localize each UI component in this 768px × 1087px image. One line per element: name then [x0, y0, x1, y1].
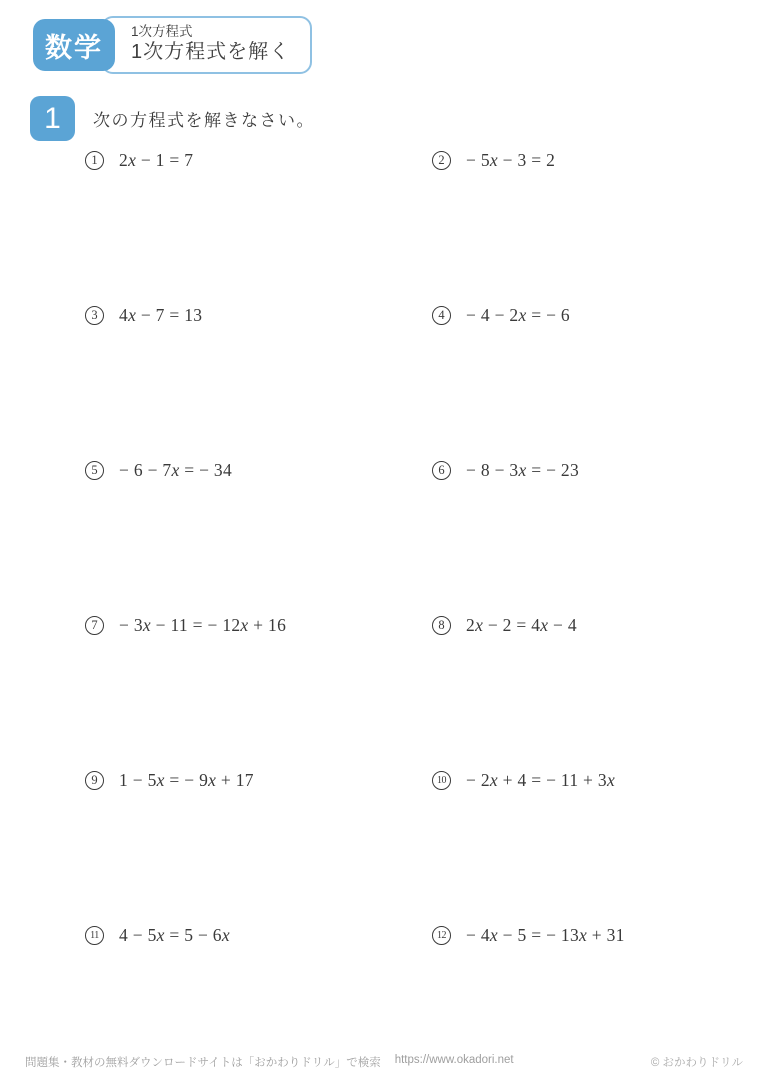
problem-equation: 4 − 5x = 5 − 6x	[119, 924, 230, 945]
problem-item	[384, 612, 768, 638]
problem-number-circle: 5	[85, 461, 104, 480]
unit-box	[101, 16, 312, 74]
problem-item	[384, 767, 768, 793]
problem-number-circle: 4	[432, 306, 451, 325]
problem-item	[384, 922, 768, 948]
footer-note	[25, 1054, 514, 1070]
problem-item	[384, 302, 768, 328]
section-header	[30, 96, 315, 141]
problem-equation: − 2x + 4 = − 11 + 3x	[466, 769, 616, 790]
problem-equation: − 6 − 7x = − 34	[119, 459, 233, 480]
problem-number-circle: 12	[432, 926, 451, 945]
problem-item	[0, 767, 384, 793]
problem-item	[384, 147, 768, 173]
problem-equation: 1 − 5x = − 9x + 17	[119, 769, 254, 790]
problem-number-circle: 11	[85, 926, 104, 945]
problem-number-circle: 9	[85, 771, 104, 790]
problem-number-circle: 8	[432, 616, 451, 635]
subject-badge: 数学	[33, 19, 115, 71]
footer-url: https://www.okadori.net	[394, 1054, 514, 1066]
problem-number-circle: 7	[85, 616, 104, 635]
problems-grid	[0, 147, 768, 1077]
section-number-badge: 1	[30, 96, 75, 141]
section-instruction: 次の方程式を解きなさい。	[93, 111, 315, 130]
problem-number-circle: 2	[432, 151, 451, 170]
problem-equation: 2x − 1 = 7	[119, 149, 194, 170]
problem-number-circle: 1	[85, 151, 104, 170]
problem-item	[0, 147, 384, 173]
worksheet-title: 1次方程式を解く	[131, 41, 291, 64]
problem-item	[0, 457, 384, 483]
problem-item	[0, 612, 384, 638]
problem-item	[0, 302, 384, 328]
problem-equation: 2x − 2 = 4x − 4	[466, 614, 577, 635]
problem-number-circle: 6	[432, 461, 451, 480]
problem-equation: − 4 − 2x = − 6	[466, 304, 570, 325]
problem-equation: − 4x − 5 = − 13x + 31	[466, 924, 625, 945]
footer-copyright: © おかわりドリル	[650, 1057, 743, 1069]
problem-number-circle: 10	[432, 771, 451, 790]
problem-number-circle: 3	[85, 306, 104, 325]
problem-equation: − 8 − 3x = − 23	[466, 459, 580, 480]
problem-item	[0, 922, 384, 948]
worksheet-header	[33, 16, 312, 74]
problem-equation: 4x − 7 = 13	[119, 304, 203, 325]
problem-equation: − 3x − 11 = − 12x + 16	[119, 614, 287, 635]
footer-site-note: 問題集・教材の無料ダウンロードサイトは「おかわりドリル」で検索	[25, 1057, 381, 1069]
problem-equation: − 5x − 3 = 2	[466, 149, 556, 170]
problem-item	[384, 457, 768, 483]
unit-label: 1次方程式	[131, 23, 193, 39]
